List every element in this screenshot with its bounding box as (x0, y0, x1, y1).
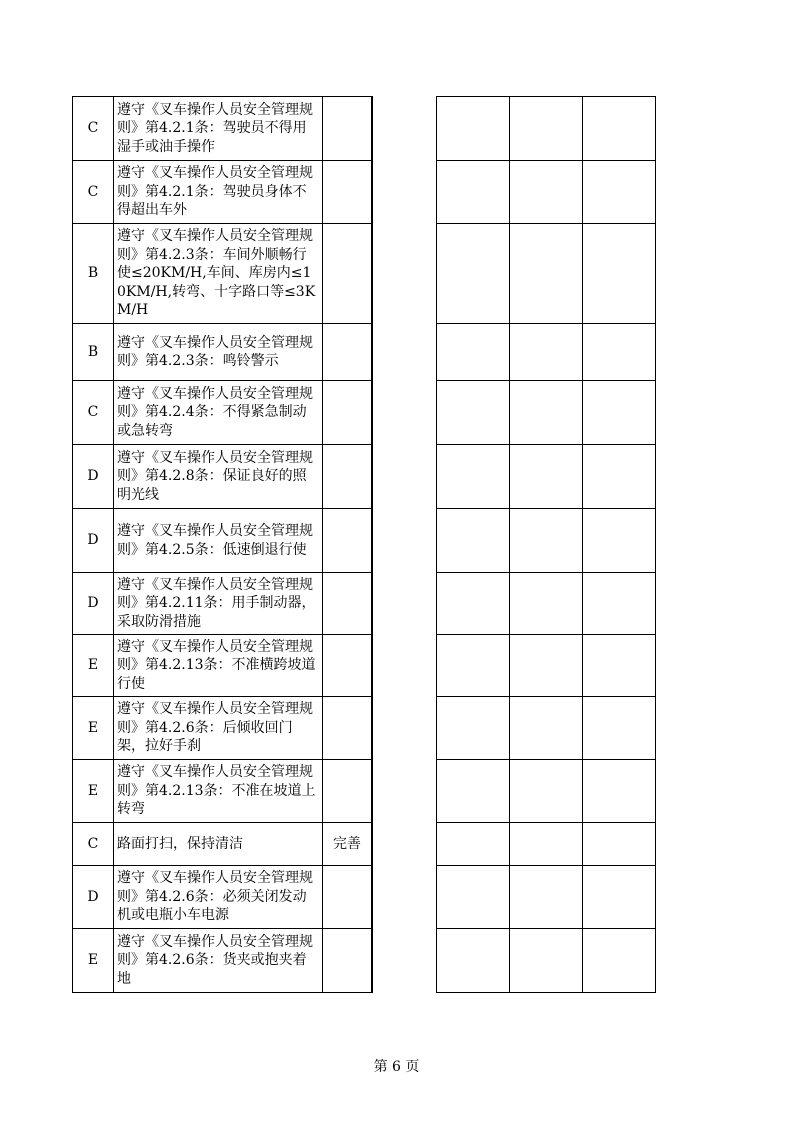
table-row (437, 760, 656, 823)
empty-cell (583, 381, 656, 445)
table-row (437, 697, 656, 760)
control-rule-cell: 遵守《叉车操作人员安全管理规则》第4.2.1条：驾驶员不得用湿手或油手操作 (114, 97, 323, 161)
measure-cell (323, 324, 373, 381)
table-row (73, 760, 373, 823)
empty-cell (510, 161, 583, 224)
table-row (437, 224, 656, 324)
table-row (73, 866, 373, 929)
empty-cell (583, 445, 656, 509)
empty-cell (437, 161, 510, 224)
control-rule-cell: 遵守《叉车操作人员安全管理规则》第4.2.6条：必须关闭发动机或电瓶小车电源 (114, 866, 323, 929)
empty-cell (437, 823, 510, 866)
empty-cell (583, 929, 656, 993)
measure-cell (323, 224, 373, 324)
control-rule-cell: 遵守《叉车操作人员安全管理规则》第4.2.1条：驾驶员身体不得超出车外 (114, 161, 323, 224)
table-row (73, 509, 373, 573)
empty-cell (583, 97, 656, 161)
table-row (73, 635, 373, 697)
control-rule-cell: 遵守《叉车操作人员安全管理规则》第4.2.13条：不准在坡道上转弯 (114, 760, 323, 823)
measure-cell (323, 866, 373, 929)
empty-cell (510, 509, 583, 573)
empty-cell (583, 224, 656, 324)
table-row (437, 823, 656, 866)
risk-level-cell: D (73, 445, 114, 509)
table-row (73, 573, 373, 635)
control-rule-cell: 遵守《叉车操作人员安全管理规则》第4.2.3条：车间外顺畅行使≤20KM/H,车间、库房内≤10KM/H,转弯、十字路口等≤3KM/H (114, 224, 323, 324)
table-row (437, 509, 656, 573)
risk-level-cell: C (73, 161, 114, 224)
empty-cell (510, 823, 583, 866)
risk-level-cell: D (73, 866, 114, 929)
empty-cell (437, 866, 510, 929)
empty-cell (510, 445, 583, 509)
empty-cell (437, 635, 510, 697)
risk-level-cell: E (73, 760, 114, 823)
empty-cell (583, 324, 656, 381)
empty-cell (510, 929, 583, 993)
blank-columns-table (436, 96, 656, 993)
risk-level-cell: E (73, 929, 114, 993)
empty-cell (437, 760, 510, 823)
risk-level-cell: C (73, 823, 114, 866)
table-row (437, 929, 656, 993)
control-rule-cell: 遵守《叉车操作人员安全管理规则》第4.2.8条：保证良好的照明光线 (114, 445, 323, 509)
measure-cell: 完善 (323, 823, 373, 866)
risk-level-cell: C (73, 381, 114, 445)
empty-cell (437, 573, 510, 635)
empty-cell (583, 509, 656, 573)
measure-cell (323, 161, 373, 224)
empty-cell (583, 697, 656, 760)
measure-cell (323, 97, 373, 161)
empty-cell (510, 224, 583, 324)
measure-cell (323, 509, 373, 573)
measure-cell (323, 760, 373, 823)
empty-cell (437, 929, 510, 993)
empty-cell (583, 635, 656, 697)
table-row (437, 635, 656, 697)
table-row (73, 161, 373, 224)
measure-cell (323, 573, 373, 635)
measure-cell (323, 697, 373, 760)
table-row (73, 929, 373, 993)
empty-cell (583, 760, 656, 823)
control-rule-cell: 遵守《叉车操作人员安全管理规则》第4.2.13条：不准横跨坡道行使 (114, 635, 323, 697)
risk-level-cell: D (73, 573, 114, 635)
table-row (437, 161, 656, 224)
control-rule-cell: 遵守《叉车操作人员安全管理规则》第4.2.6条：后倾收回门架，拉好手刹 (114, 697, 323, 760)
empty-cell (437, 381, 510, 445)
table-row (73, 381, 373, 445)
empty-cell (510, 324, 583, 381)
empty-cell (510, 97, 583, 161)
table-row (437, 324, 656, 381)
empty-cell (510, 381, 583, 445)
control-rule-cell: 遵守《叉车操作人员安全管理规则》第4.2.11条：用手制动器，采取防滑措施 (114, 573, 323, 635)
empty-cell (510, 635, 583, 697)
measure-cell (323, 635, 373, 697)
empty-cell (583, 573, 656, 635)
table-row (437, 381, 656, 445)
empty-cell (437, 509, 510, 573)
control-rule-cell: 遵守《叉车操作人员安全管理规则》第4.2.4条：不得紧急制动或急转弯 (114, 381, 323, 445)
measure-cell (323, 929, 373, 993)
table-row (73, 97, 373, 161)
hazard-control-table (72, 96, 373, 993)
empty-cell (583, 823, 656, 866)
empty-cell (583, 866, 656, 929)
page-number: 第 6 页 (373, 1059, 420, 1075)
risk-level-cell: B (73, 224, 114, 324)
measure-cell (323, 445, 373, 509)
risk-level-cell: E (73, 697, 114, 760)
empty-cell (510, 697, 583, 760)
empty-cell (437, 324, 510, 381)
control-rule-cell: 遵守《叉车操作人员安全管理规则》第4.2.6条：货夹或抱夹着地 (114, 929, 323, 993)
empty-cell (510, 573, 583, 635)
table-row (437, 866, 656, 929)
risk-level-cell: D (73, 509, 114, 573)
empty-cell (437, 97, 510, 161)
empty-cell (437, 224, 510, 324)
risk-level-cell: C (73, 97, 114, 161)
empty-cell (583, 161, 656, 224)
risk-level-cell: B (73, 324, 114, 381)
table-row (437, 97, 656, 161)
table-row (73, 697, 373, 760)
table-row (437, 573, 656, 635)
control-rule-cell: 遵守《叉车操作人员安全管理规则》第4.2.3条：鸣铃警示 (114, 324, 323, 381)
table-row (437, 445, 656, 509)
measure-cell (323, 381, 373, 445)
empty-cell (437, 697, 510, 760)
table-row (73, 324, 373, 381)
empty-cell (510, 866, 583, 929)
control-rule-cell: 遵守《叉车操作人员安全管理规则》第4.2.5条：低速倒退行使 (114, 509, 323, 573)
table-row (73, 224, 373, 324)
risk-level-cell: E (73, 635, 114, 697)
table-row (73, 445, 373, 509)
control-rule-cell: 路面打扫，保持清洁 (114, 823, 323, 866)
empty-cell (437, 445, 510, 509)
table-row (73, 823, 373, 866)
empty-cell (510, 760, 583, 823)
